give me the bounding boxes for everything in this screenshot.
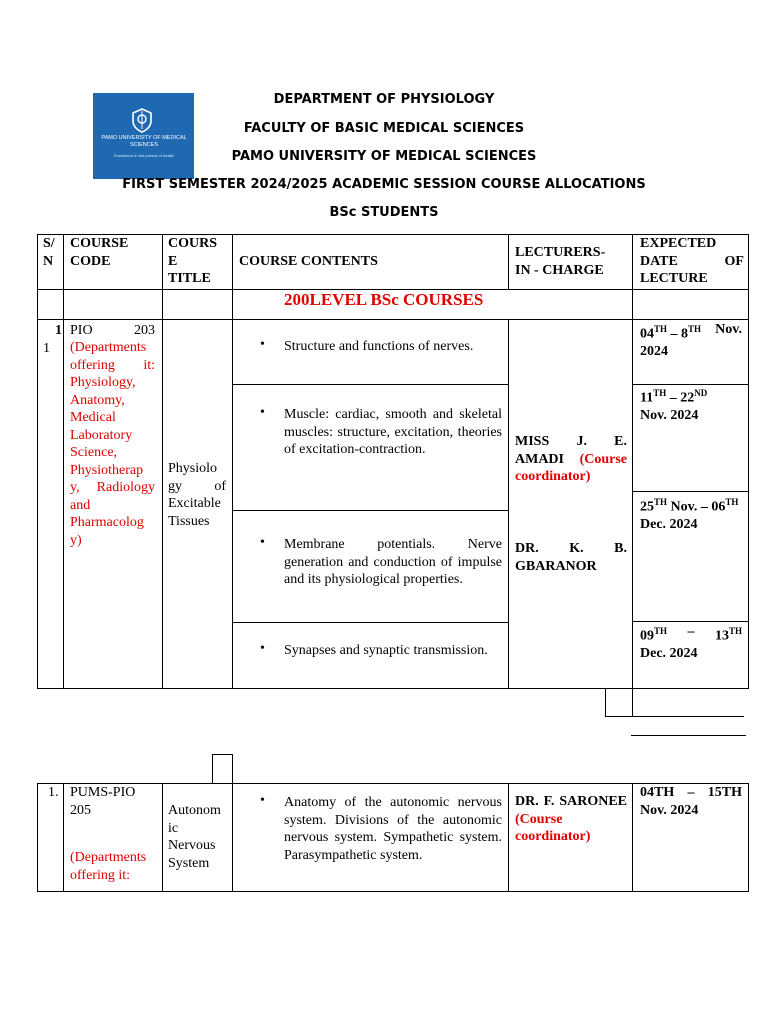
logo-name: PAMO UNIVERSITY OF MEDICAL SCIENCES bbox=[101, 135, 187, 148]
department-title: DEPARTMENT OF PHYSIOLOGY bbox=[273, 92, 495, 107]
course1-content-1: Structure and functions of nerves. bbox=[284, 339, 474, 354]
semester-title: FIRST SEMESTER 2024/2025 ACADEMIC SESSION COURSE ALLOCATIONS bbox=[122, 177, 646, 192]
course2-title: Autonom ic Nervous System bbox=[168, 803, 221, 871]
header-lecturers: LECTURERS- IN - CHARGE bbox=[515, 245, 606, 278]
university-title: PAMO UNIVERSITY OF MEDICAL SCIENCES bbox=[231, 149, 537, 164]
faculty-title: FACULTY OF BASIC MEDICAL SCIENCES bbox=[243, 121, 525, 136]
header-course-code: COURSE CODE bbox=[70, 236, 129, 269]
course1-title: Physiolo gy of Excitable Tissues bbox=[168, 461, 226, 529]
course1-content-4: Synapses and synaptic transmission. bbox=[284, 643, 488, 658]
header-course-title: COURS E TITLE bbox=[168, 236, 218, 286]
course1-content-3: Membrane potentials. Nerve generation and conduction of impulse and its physiological properties. bbox=[284, 537, 502, 587]
course2-sn: 1. bbox=[48, 785, 59, 800]
course2-code: PUMS-PIO 205 bbox=[70, 785, 136, 818]
section-title: 200LEVEL BSc COURSES bbox=[284, 290, 484, 309]
course2-departments: (Departments offering it: bbox=[70, 850, 147, 883]
course1-lecturer-1: MISS J. E. AMADI (Course coordinator) bbox=[515, 434, 627, 484]
bullet-icon: • bbox=[260, 337, 265, 352]
bullet-icon: • bbox=[260, 793, 265, 808]
header-sn: S/ N bbox=[43, 236, 55, 269]
header-course-contents: COURSE CONTENTS bbox=[239, 254, 378, 269]
course1-date-3: 25TH Nov. – 06TH Dec. 2024 bbox=[640, 497, 739, 533]
course1-departments: (Departments offering it: Physiology, Anatomy, Medical Laboratory Science, Physiotherap y, Radiology and Pharmacolog y) bbox=[70, 340, 155, 548]
logo-tagline: Excellence in the pursuit of health bbox=[114, 153, 174, 158]
course2-lecturer: DR. F. SARONEE (Course coordinator) bbox=[515, 794, 627, 844]
course1-code: PIO 203 bbox=[70, 323, 155, 338]
students-title: BSc STUDENTS bbox=[329, 205, 439, 220]
course1-sn-bottom: 1 bbox=[43, 341, 50, 356]
course1-content-2: Muscle: cardiac, smooth and skeletal muscles: structure, excitation, theories of excitation-contraction. bbox=[284, 407, 502, 457]
course2-date: 04TH – 15TH Nov. 2024 bbox=[640, 785, 742, 818]
course1-date-2: 11TH – 22ND Nov. 2024 bbox=[640, 388, 708, 424]
course1-date-1: 04TH – 8TH Nov. 2024 bbox=[640, 322, 742, 360]
course2-content: Anatomy of the autonomic nervous system. Divisions of the autonomic nervous system. Sympathetic system. Parasympathetic system. bbox=[284, 795, 502, 863]
course1-sn-top: 1 bbox=[55, 323, 62, 338]
course1-date-4: 09TH – 13TH Dec. 2024 bbox=[640, 624, 742, 662]
header-expected-date: EXPECTED DATE OF LECTURE bbox=[640, 236, 744, 286]
bullet-icon: • bbox=[260, 405, 265, 420]
bullet-icon: • bbox=[260, 535, 265, 550]
bullet-icon: • bbox=[260, 641, 265, 656]
course1-lecturer-2: DR. K. B. GBARANOR bbox=[515, 541, 627, 574]
